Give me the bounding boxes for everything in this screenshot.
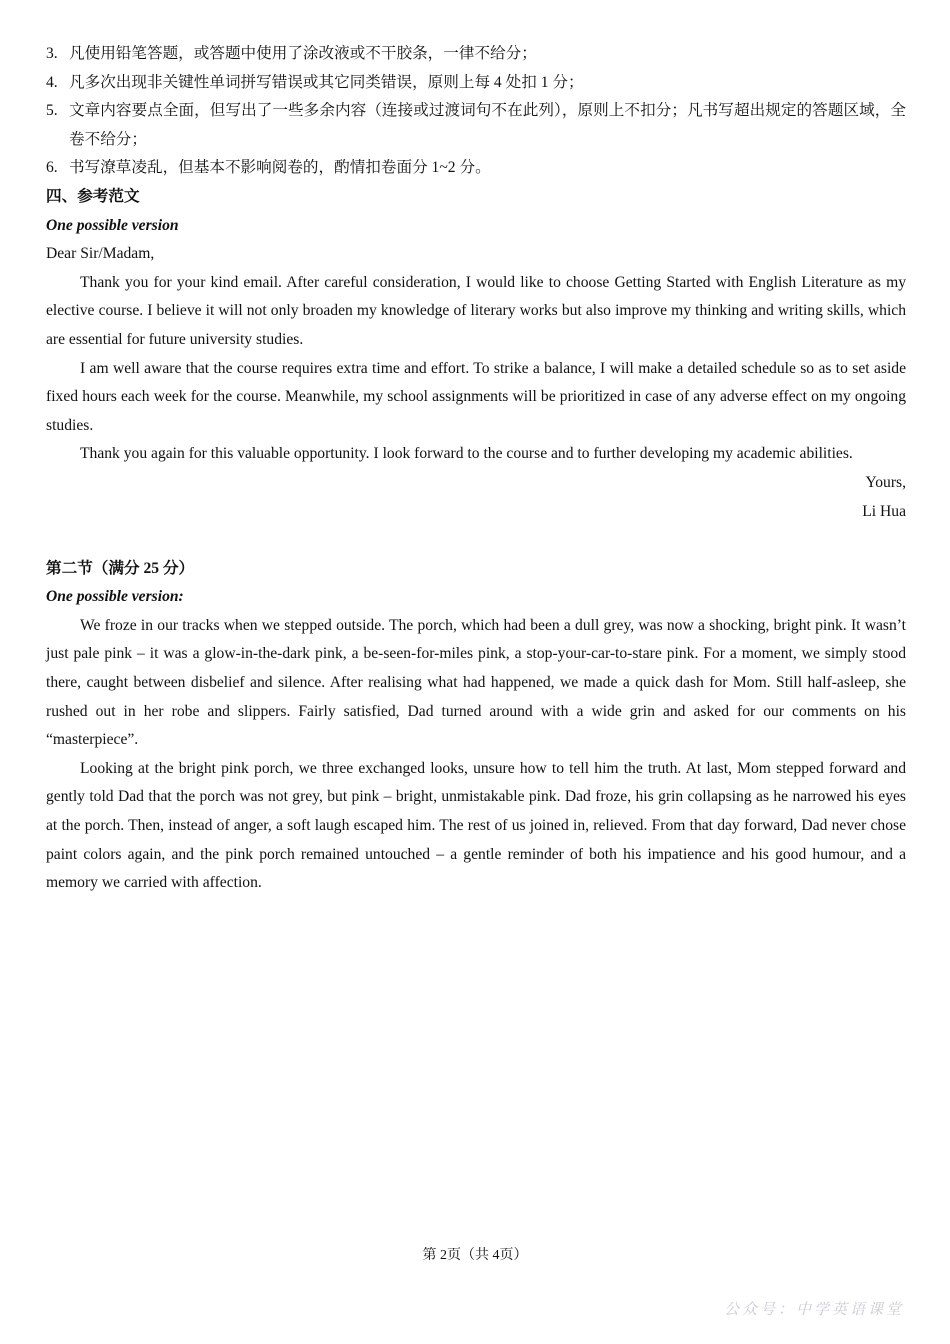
scoring-rule-3	[46, 40, 906, 69]
section-heading-part2: 第二节（满分 25 分）	[46, 559, 195, 577]
spacer	[46, 526, 906, 555]
letter-signature: Li Hua	[862, 502, 906, 520]
rule-text: 文章内容要点全面，但写出了一些多余内容（连接或过渡词句不在此列），原则上不扣分；凡书写超出规定的答题区域，全卷不给分；	[69, 102, 906, 148]
rule-text: 凡多次出现非关键性单词拼写错误或其它同类错误，原则上每 4 处扣 1 分；	[69, 73, 584, 91]
letter-paragraph: I am well aware that the course requires extra time and effort. To strike a balance, I will make a detailed schedule so as to set aside fixed hours each week for the course. Meanwhile, my school assignments will be prioritized in case of any adverse effect on my ongoing studies.	[46, 359, 906, 434]
letter-paragraph: Thank you for your kind email. After careful consideration, I would like to choose Getting Started with English Literature as my elective course. I believe it will not only broaden my knowledge of literary works but also improve my thinking and writing skills, which are essential for future university studies.	[46, 273, 906, 348]
section-heading-sample-essay: 四、参考范文	[46, 187, 140, 205]
scoring-rule-5	[46, 97, 906, 154]
rule-number: 6.	[46, 159, 58, 177]
rule-number: 5.	[46, 102, 58, 120]
page-number: 第 2页（共 4页）	[422, 1248, 528, 1263]
scoring-rule-6	[46, 154, 906, 183]
document-page	[46, 40, 906, 898]
scoring-rule-4	[46, 69, 906, 98]
story-paragraph: We froze in our tracks when we stepped outside. The porch, which had been a dull grey, was now a shocking, bright pink. It wasn’t just pale pink – it was a glow-in-the-dark pink, a be-seen-for-miles pink, a stop-your-car-to-stare pink. For a moment, we simply stood there, caught between disbelief and silence. After realising what had happened, we made a quick dash for Mom. Still half-asleep, she rushed out in her robe and slippers. Fairly satisfied, Dad turned around with a wide grin and asked for our comments on his “masterpiece”.	[46, 616, 906, 749]
version-label: One possible version:	[46, 588, 184, 606]
letter-paragraph: Thank you again for this valuable opportunity. I look forward to the course and to further developing my academic abilities.	[80, 445, 853, 463]
rule-number: 4.	[46, 73, 58, 91]
version-label: One possible version	[46, 216, 179, 234]
letter-closing: Yours,	[865, 473, 906, 491]
rule-text: 书写潦草凌乱，但基本不影响阅卷的，酌情扣卷面分 1~2 分。	[69, 159, 491, 177]
rule-number: 3.	[46, 45, 58, 62]
rule-text: 凡使用铅笔答题，或答题中使用了涂改液或不干胶条，一律不给分；	[69, 45, 537, 62]
watermark: 公众号：中学英语课堂	[723, 1300, 904, 1318]
letter-salutation: Dear Sir/Madam,	[46, 245, 155, 263]
story-paragraph: Looking at the bright pink porch, we three exchanged looks, unsure how to tell him the truth. At last, Mom stepped forward and gently told Dad that the porch was not grey, but pink – bright, unmistakable pink. Dad froze, his grin collapsing as he narrowed his eyes at the porch. Then, instead of anger, a soft laugh escaped him. The rest of us joined in, relieved. From that day forward, Dad never chose paint colors again, and the pink porch remained untouched – a gentle reminder of both his impatience and his good humour, and a memory we carried with affection.	[46, 759, 906, 892]
